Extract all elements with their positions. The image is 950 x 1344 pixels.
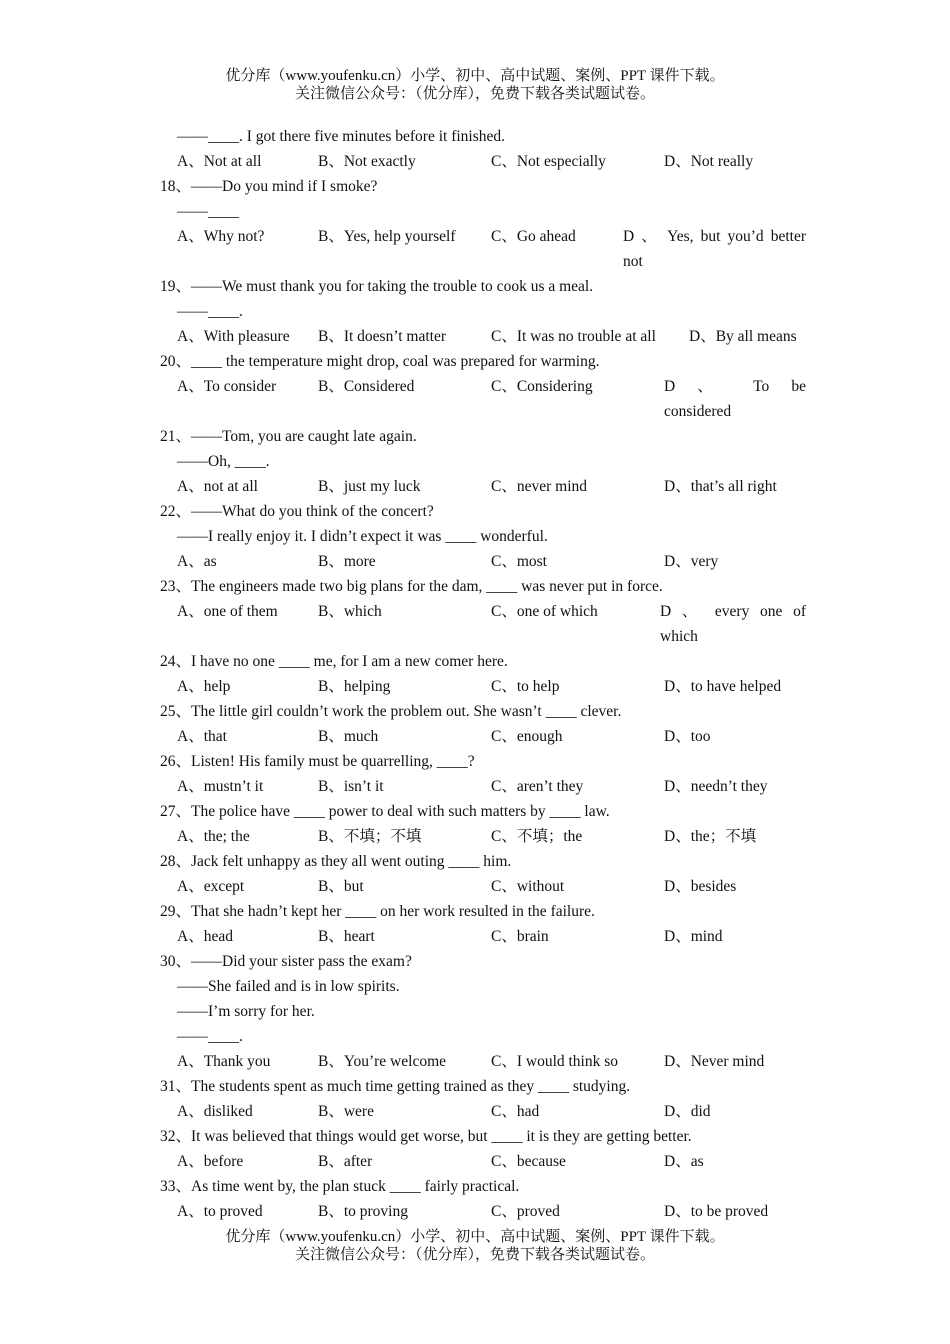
q30-options <box>0 1049 950 1074</box>
q26-option-b: B、isn’t it <box>318 778 384 795</box>
q19-option-a: A、With pleasure <box>177 328 290 345</box>
q21-option-a: A、not at all <box>177 478 258 495</box>
q18-option-c: C、Go ahead <box>491 228 576 245</box>
q24-stem: 24、I have no one ____ me, for I am a new comer here. <box>160 653 508 670</box>
q24-option-b: B、helping <box>318 678 391 695</box>
q27-option-c: C、不填；the <box>491 828 583 845</box>
q27-option-a: A、the; the <box>177 828 250 845</box>
q27-stem: 27、The police have ____ power to deal with such matters by ____ law. <box>160 803 610 820</box>
q18-option-b: B、Yes, help yourself <box>318 228 456 245</box>
q31-options <box>0 1099 950 1124</box>
q18-stem: 18、——Do you mind if I smoke? <box>160 178 378 195</box>
q30-reply-2: ——I’m sorry for her. <box>177 1003 315 1020</box>
q26-option-c: C、aren’t they <box>491 778 584 795</box>
q33-options <box>0 1199 950 1224</box>
q25-option-b: B、much <box>318 728 379 745</box>
q31-option-a: A、disliked <box>177 1103 253 1120</box>
q33-option-a: A、to proved <box>177 1203 263 1220</box>
q27-options <box>0 824 950 849</box>
q30-option-b: B、You’re welcome <box>318 1053 447 1070</box>
q22-reply: ——I really enjoy it. I didn’t expect it was ____ wonderful. <box>177 528 548 545</box>
q21-option-b: B、just my luck <box>318 478 421 495</box>
q28-option-a: A、except <box>177 878 245 895</box>
q30-reply-3: ——____. <box>177 1028 243 1045</box>
q26-stem: 26、Listen! His family must be quarrelling, ____? <box>160 753 475 770</box>
footer-line-1: 优分库（www.youfenku.cn）小学、初中、高中试题、案例、PPT 课件下载。 <box>225 1229 725 1245</box>
page-footer <box>0 1228 950 1264</box>
q18-reply: ——____ <box>177 203 239 220</box>
q28-option-b: B、but <box>318 878 364 895</box>
q22-option-d: D、very <box>664 553 719 570</box>
q19-option-b: B、It doesn’t matter <box>318 328 446 345</box>
q26-options <box>0 774 950 799</box>
q19-reply: ——____. <box>177 303 243 320</box>
q30-reply-1: ——She failed and is in low spirits. <box>177 978 400 995</box>
q27-option-d: D、the；不填 <box>664 828 757 845</box>
q30-option-a: A、Thank you <box>177 1053 271 1070</box>
q17-reply: ——____. I got there five minutes before it finished. <box>177 128 506 145</box>
q21-reply: ——Oh, ____. <box>177 453 270 470</box>
q17-option-c: C、Not especially <box>491 153 606 170</box>
q22-option-a: A、as <box>177 553 217 570</box>
q19-option-d: D、By all means <box>689 328 797 345</box>
q23-options <box>0 599 950 624</box>
q23-stem: 23、The engineers made two big plans for the dam, ____ was never put in force. <box>160 578 663 595</box>
q28-option-c: C、without <box>491 878 565 895</box>
q24-option-a: A、help <box>177 678 231 695</box>
question-list <box>0 124 950 1224</box>
q33-option-b: B、to proving <box>318 1203 408 1220</box>
q21-stem: 21、——Tom, you are caught late again. <box>160 428 417 445</box>
q20-option-b: B、Considered <box>318 378 415 395</box>
header-line-2: 关注微信公众号：（优分库），免费下载各类试题试卷。 <box>294 86 655 102</box>
q31-option-c: C、had <box>491 1103 540 1120</box>
q30-option-d: D、Never mind <box>664 1053 765 1070</box>
q19-option-c: C、It was no trouble at all <box>491 328 656 345</box>
header-line-1: 优分库（www.youfenku.cn）小学、初中、高中试题、案例、PPT 课件下载。 <box>225 68 725 84</box>
q25-options <box>0 724 950 749</box>
q21-options <box>0 474 950 499</box>
q23-option-c: C、one of which <box>491 603 598 620</box>
q27-option-b: B、不填；不填 <box>318 828 422 845</box>
q25-option-d: D、too <box>664 728 711 745</box>
q32-option-a: A、before <box>177 1153 244 1170</box>
q31-stem: 31、The students spent as much time getting trained as they ____ studying. <box>160 1078 631 1095</box>
q22-option-b: B、more <box>318 553 376 570</box>
q20-stem: 20、____ the temperature might drop, coal was prepared for warming. <box>160 353 600 370</box>
q22-options <box>0 549 950 574</box>
q19-options <box>0 324 950 349</box>
q29-options <box>0 924 950 949</box>
q23-option-d-cont: which <box>660 628 698 645</box>
q24-options <box>0 674 950 699</box>
q25-option-c: C、enough <box>491 728 563 745</box>
q31-option-d: D、did <box>664 1103 711 1120</box>
q32-options <box>0 1149 950 1174</box>
q24-option-c: C、to help <box>491 678 560 695</box>
q32-option-c: C、because <box>491 1153 566 1170</box>
q28-option-d: D、besides <box>664 878 737 895</box>
q29-option-b: B、heart <box>318 928 375 945</box>
q29-option-c: C、brain <box>491 928 549 945</box>
q31-option-b: B、were <box>318 1103 374 1120</box>
q23-option-d: D 、 every one of <box>660 603 806 620</box>
q22-stem: 22、——What do you think of the concert? <box>160 503 434 520</box>
q32-option-b: B、after <box>318 1153 373 1170</box>
q33-option-d: D、to be proved <box>664 1203 769 1220</box>
q26-option-a: A、mustn’t it <box>177 778 264 795</box>
q23-option-a: A、one of them <box>177 603 278 620</box>
q30-option-c: C、I would think so <box>491 1053 619 1070</box>
q28-stem: 28、Jack felt unhappy as they all went outing ____ him. <box>160 853 512 870</box>
q29-option-d: D、mind <box>664 928 723 945</box>
q18-option-a: A、Why not? <box>177 228 265 245</box>
q17-option-d: D、Not really <box>664 153 754 170</box>
q33-stem: 33、As time went by, the plan stuck ____ fairly practical. <box>160 1178 520 1195</box>
q18-option-d-cont: not <box>623 253 643 270</box>
q20-option-d: D 、 To be <box>664 378 806 395</box>
q24-option-d: D、to have helped <box>664 678 782 695</box>
q32-stem: 32、It was believed that things would get worse, but ____ it is they are getting better. <box>160 1128 692 1145</box>
q21-option-d: D、that’s all right <box>664 478 777 495</box>
q17-options <box>0 149 950 174</box>
q25-stem: 25、The little girl couldn’t work the problem out. She wasn’t ____ clever. <box>160 703 622 720</box>
q20-option-a: A、To consider <box>177 378 277 395</box>
q23-option-b: B、which <box>318 603 382 620</box>
q22-option-c: C、most <box>491 553 547 570</box>
footer-line-2: 关注微信公众号：（优分库），免费下载各类试题试卷。 <box>294 1247 655 1263</box>
q21-option-c: C、never mind <box>491 478 587 495</box>
q28-options <box>0 874 950 899</box>
q19-stem: 19、——We must thank you for taking the trouble to cook us a meal. <box>160 278 594 295</box>
q20-option-d-cont: considered <box>664 403 732 420</box>
page-header <box>0 67 950 103</box>
q20-option-c: C、Considering <box>491 378 593 395</box>
q17-option-a: A、Not at all <box>177 153 262 170</box>
q25-option-a: A、that <box>177 728 227 745</box>
q33-option-c: C、proved <box>491 1203 560 1220</box>
q18-options <box>0 224 950 249</box>
q29-option-a: A、head <box>177 928 233 945</box>
q30-stem: 30、——Did your sister pass the exam? <box>160 953 412 970</box>
q32-option-d: D、as <box>664 1153 704 1170</box>
q26-option-d: D、needn’t they <box>664 778 768 795</box>
q17-option-b: B、Not exactly <box>318 153 416 170</box>
q20-options <box>0 374 950 399</box>
q29-stem: 29、That she hadn’t kept her ____ on her work resulted in the failure. <box>160 903 595 920</box>
q18-option-d: D 、 Yes, but you’d better <box>623 228 806 245</box>
